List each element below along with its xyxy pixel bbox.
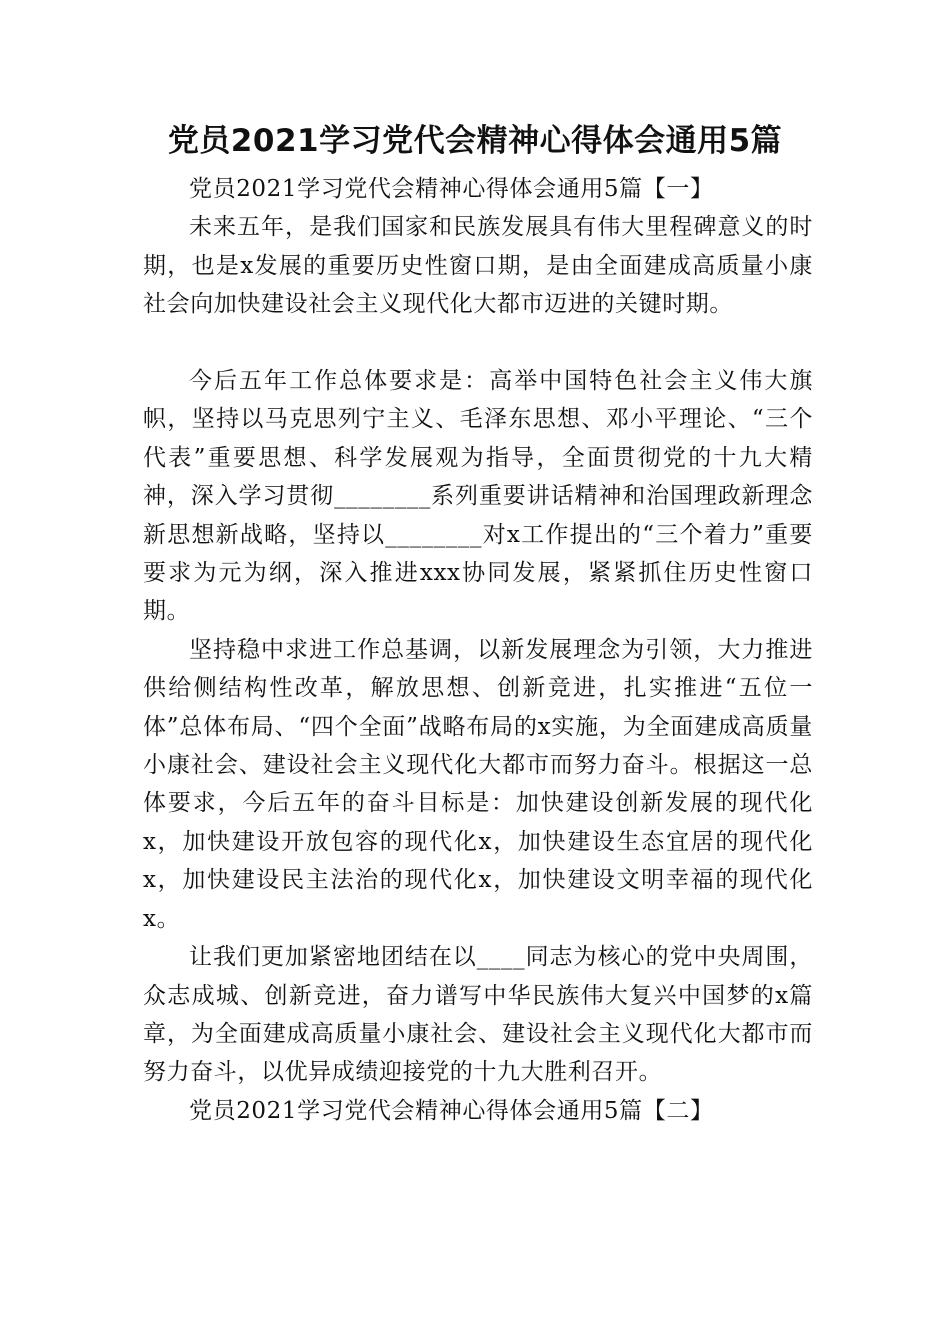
document-body [143, 170, 813, 1130]
paragraph-4: 让我们更加紧密地团结在以____同志为核心的党中央周围，众志成城、创新竞进，奋力谱写中华民族伟大复兴中国梦的x篇章，为全面建成高质量小康社会、建设社会主义现代化大都市而努力奋斗，以优异成绩迎接党的十九大胜利召开。 [143, 944, 813, 1086]
paragraph-3: 坚持稳中求进工作总基调，以新发展理念为引领，大力推进供给侧结构性改革，解放思想、创新竞进，扎实推进“五位一体”总体布局、“四个全面”战略布局的x实施，为全面建成高质量小康社会、建设社会主义现代化大都市而努力奋斗。根据这一总体要求，今后五年的奋斗目标是：加快建设创新发展的现代化x，加快建设开放包容的现代化x，加快建设生态宜居的现代化x，加快建设民主法治的现代化x，加快建设文明幸福的现代化x。 [143, 636, 813, 932]
paragraph-2: 今后五年工作总体要求是：高举中国特色社会主义伟大旗帜，坚持以马克思列宁主义、毛泽东思想、邓小平理论、“三个代表”重要思想、科学发展观为指导，全面贯彻党的十九大精神，深入学习贯彻________系列重要讲话精神和治国理政新理念新思想新战略，坚持以________对x工作提出的“三个着力”重要要求为元为纲，深入推进xxx协同发展，紧紧抓住历史性窗口期。 [143, 368, 813, 625]
section-heading-1: 党员2021学习党代会精神心得体会通用5篇【一】 [189, 176, 714, 202]
section-heading-2: 党员2021学习党代会精神心得体会通用5篇【二】 [189, 1097, 714, 1124]
blank-line [143, 324, 813, 362]
paragraph-1: 未来五年，是我们国家和民族发展具有伟大里程碑意义的时期，也是x发展的重要历史性窗口期，是由全面建成高质量小康社会向加快建设社会主义现代化大都市迈进的关键时期。 [143, 214, 813, 318]
document-title: 党员2021学习党代会精神心得体会通用5篇 [167, 123, 783, 159]
